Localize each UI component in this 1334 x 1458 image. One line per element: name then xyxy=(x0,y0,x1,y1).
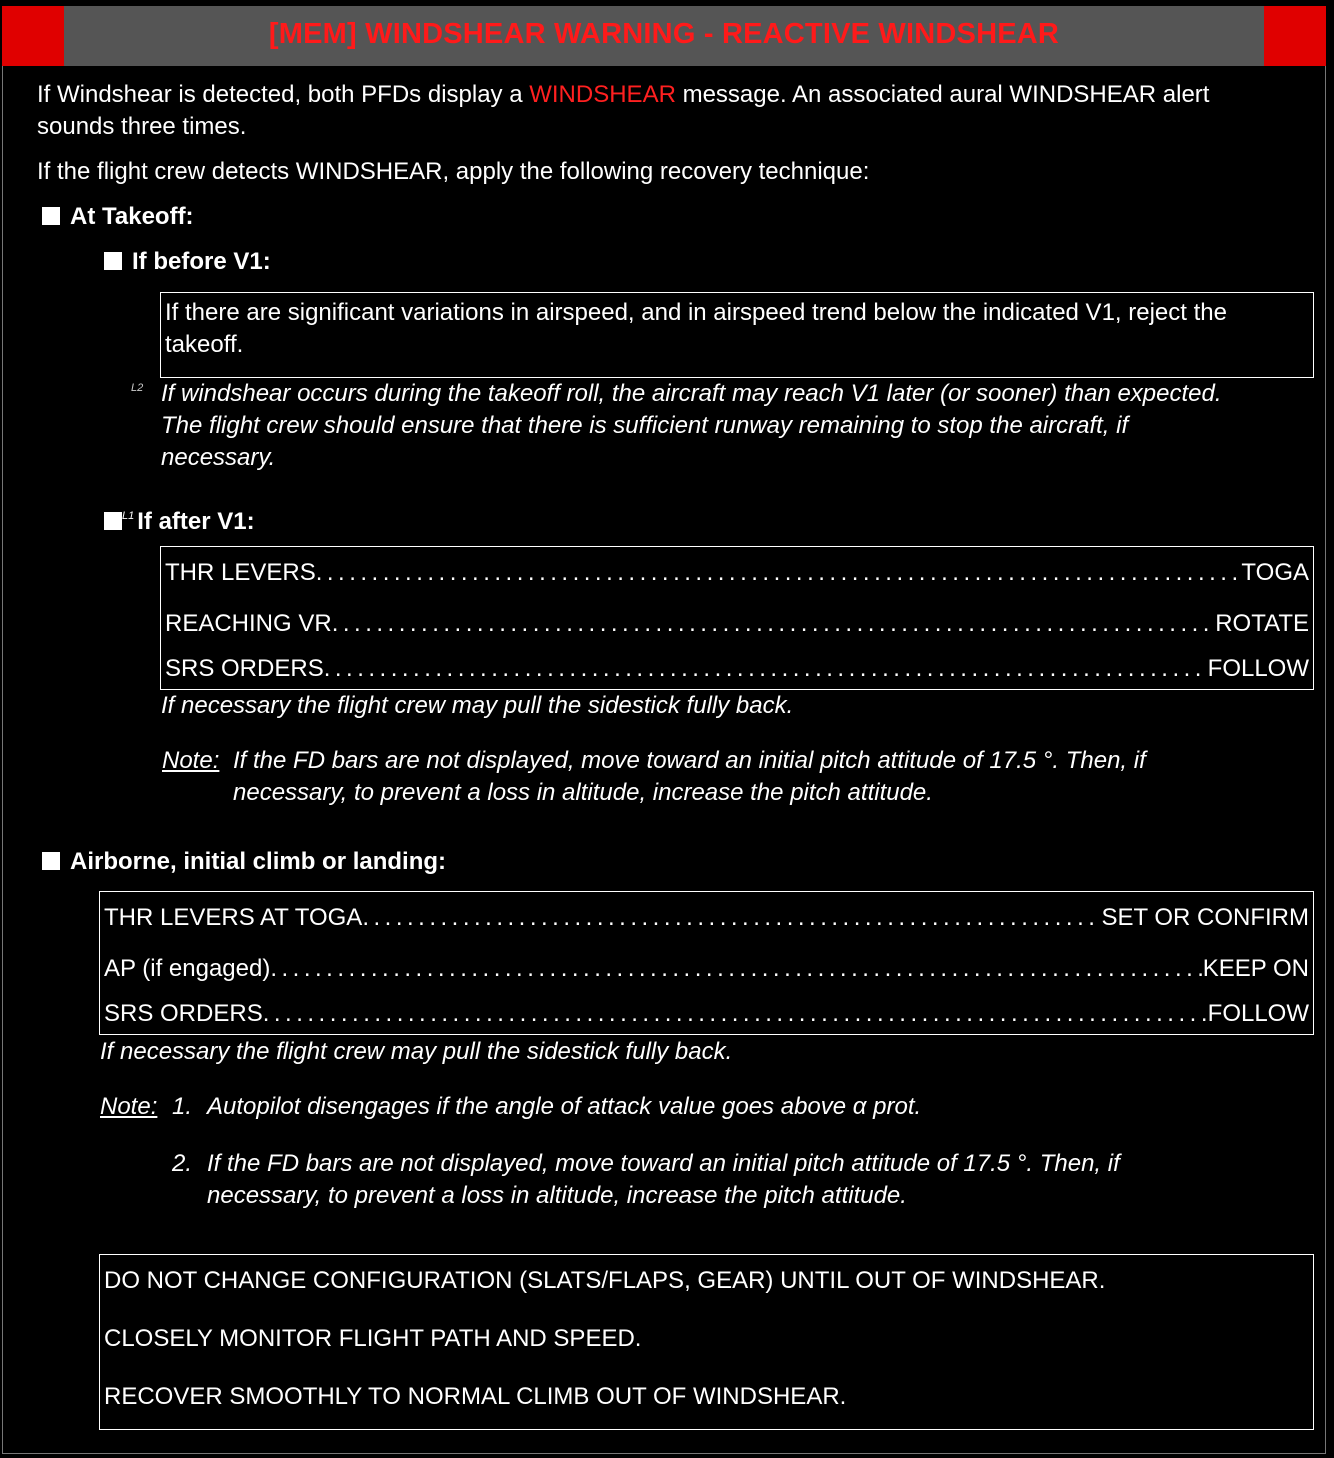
level-marker: L2 xyxy=(131,382,144,394)
after-v1-checklist-box xyxy=(160,546,1314,690)
procedure-title: [MEM] WINDSHEAR WARNING - REACTIVE WINDSHEAR xyxy=(268,18,1060,50)
airborne-sidestick-text: If necessary the flight crew may pull the sidestick fully back. xyxy=(100,1038,733,1065)
note-2-number: 2. xyxy=(172,1150,193,1177)
bullet-square-icon xyxy=(42,852,60,870)
intro-line-2: sounds three times. xyxy=(37,113,247,140)
note-1-text: Autopilot disengages if the angle of attack value goes above α prot. xyxy=(207,1093,922,1120)
checklist-row: SRS ORDERS ..... FOLLOW xyxy=(165,653,1309,685)
note-1-number: 1. xyxy=(172,1093,193,1120)
before-v1-box-line-2: takeoff. xyxy=(165,331,244,358)
before-v1-action-box xyxy=(160,292,1314,378)
airborne-heading: Airborne, initial climb or landing: xyxy=(42,846,446,878)
bullet-square-icon xyxy=(104,252,122,270)
title-bar xyxy=(2,6,1326,66)
before-v1-note-line-3: necessary. xyxy=(161,444,276,471)
level-marker: L1 xyxy=(122,510,135,522)
bullet-square-icon xyxy=(104,512,122,530)
bullet-square-icon xyxy=(42,207,60,225)
intro-line-1: If Windshear is detected, both PFDs display a WINDSHEAR message. An associated aural WINDSHEAR alert xyxy=(37,81,1210,108)
caution-line-2: CLOSELY MONITOR FLIGHT PATH AND SPEED. xyxy=(104,1325,642,1352)
takeoff-heading: At Takeoff: xyxy=(42,201,194,233)
before-v1-note-line-2: The flight crew should ensure that there is sufficient runway remaining to stop the aircraft, if xyxy=(161,412,1129,439)
before-v1-note-line-1: If windshear occurs during the takeoff roll, the aircraft may reach V1 later (or sooner) than expected. xyxy=(161,380,1222,407)
airborne-checklist-box xyxy=(99,891,1314,1035)
checklist-row: REACHING VR ..... ROTATE xyxy=(165,608,1309,640)
caution-line-3: RECOVER SMOOTHLY TO NORMAL CLIMB OUT OF WINDSHEAR. xyxy=(104,1383,847,1410)
caution-box xyxy=(99,1254,1314,1430)
note-2-line-1: If the FD bars are not displayed, move toward an initial pitch attitude of 17.5 °. Then, if xyxy=(207,1150,1120,1177)
title-cap-left xyxy=(2,6,64,66)
procedure-frame xyxy=(2,6,1326,1454)
after-v1-sidestick-text: If necessary the flight crew may pull the sidestick fully back. xyxy=(161,692,794,719)
after-v1-heading: $^{L1}$ If after V1: xyxy=(104,500,255,538)
checklist-row: AP (if engaged) ..... KEEP ON xyxy=(104,953,1309,985)
after-v1-note-line-1: If the FD bars are not displayed, move toward an initial pitch attitude of 17.5 °. Then, if xyxy=(233,747,1146,774)
note-2-line-2: necessary, to prevent a loss in altitude, increase the pitch attitude. xyxy=(207,1182,907,1209)
checklist-row: SRS ORDERS ..... FOLLOW xyxy=(104,998,1309,1030)
windshear-message-text: WINDSHEAR xyxy=(529,81,676,108)
title-cap-right xyxy=(1264,6,1326,66)
after-v1-note-line-2: necessary, to prevent a loss in altitude, increase the pitch attitude. xyxy=(233,779,933,806)
caution-line-1: DO NOT CHANGE CONFIGURATION (SLATS/FLAPS, GEAR) UNTIL OUT OF WINDSHEAR. xyxy=(104,1267,1106,1294)
checklist-row: THR LEVERS AT TOGA ..... SET OR CONFIRM xyxy=(104,902,1309,934)
intro-line-3: If the flight crew detects WINDSHEAR, apply the following recovery technique: xyxy=(37,158,870,185)
note-label: Note: xyxy=(162,747,220,774)
before-v1-box-line-1: If there are significant variations in airspeed, and in airspeed trend below the indicated V1, reject the xyxy=(165,299,1227,326)
before-v1-heading: If before V1: xyxy=(104,246,271,278)
note-label: Note: xyxy=(100,1093,158,1120)
checklist-row: THR LEVERS ..... TOGA xyxy=(165,557,1309,589)
